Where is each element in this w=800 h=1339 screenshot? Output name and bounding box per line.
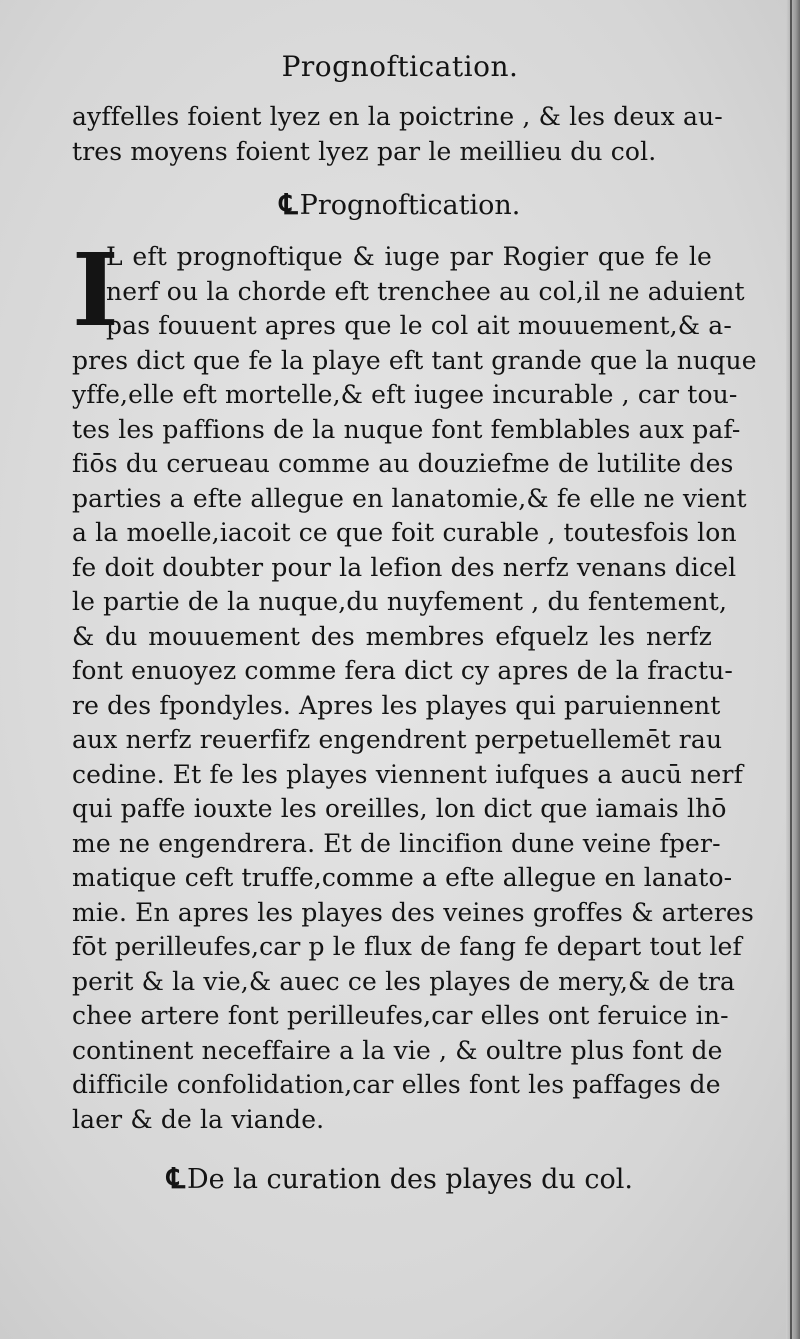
intro-paragraph <box>72 100 723 169</box>
body-paragraph <box>72 344 757 1138</box>
text-line: perit & la vie,& auec ce les playes de mery,& de tra <box>72 966 736 996</box>
text-line: tres moyens foient lyez par le meillieu du col. <box>72 136 657 166</box>
text-line: cedine. Et fe les playes viennent iufques a aucū nerf <box>72 759 743 789</box>
text-line: continent neceffaire a la vie , & oultre plus font de <box>72 1035 723 1065</box>
paragraph-mark-icon: ℄ <box>279 188 298 221</box>
text-line: ayffelles foient lyez en la poictrine , & les deux au- <box>72 102 723 131</box>
closing-heading <box>0 1162 800 1195</box>
text-line: pres dict que fe la playe eft tant grande que la nuque <box>72 345 757 375</box>
text-line: fiōs du cerueau comme au douziefme de lutilite des <box>72 449 734 478</box>
text-line: parties a efte allegue en lanatomie,& fe elle ne vient <box>72 483 747 513</box>
closing-heading-text: De la curation des playes du col. <box>186 1164 633 1195</box>
text-line: font enuoyez comme fera dict cy apres de la fractu- <box>72 656 733 685</box>
text-line: difficile confolidation,car elles font les paffages de <box>72 1070 721 1099</box>
text-line: matique ceft truffe,comme a efte allegue en lanato- <box>72 863 733 892</box>
text-line: tes les paffions de la nuque font femblables aux paf- <box>72 414 741 444</box>
text-line: mie. En apres les playes des veines groffes & arteres <box>72 897 754 927</box>
text-line: nerf ou la chorde eft trenchee au col,il ne aduient <box>106 276 745 306</box>
text-line: a la moelle,iacoit ce que foit curable , toutesfois lon <box>72 518 737 547</box>
text-line: aux nerfz reuerfifz engendrent perpetuellemēt rau <box>72 725 723 754</box>
text-line: qui paffe iouxte les oreilles, lon dict que iamais lhō <box>72 794 727 823</box>
paragraph-mark-icon: ℄ <box>167 1162 185 1195</box>
text-line: le partie de la nuque,du nuyfement , du fentement, <box>72 587 728 616</box>
text-line: me ne engendrera. Et de lincifion dune veine fper- <box>72 828 721 858</box>
text-line: re des fpondyles. Apres les playes qui paruiennent <box>72 690 721 720</box>
text-line: fōt perilleufes,car p le flux de fang fe depart tout lef <box>72 932 742 961</box>
running-head: Prognoftication. <box>281 50 519 83</box>
text-line: chee artere font perilleufes,car elles ont feruice in- <box>72 1001 729 1030</box>
section-heading <box>0 188 800 221</box>
text-line: & du mouuement des membres efquelz les nerfz <box>72 621 712 651</box>
dropcap-lines <box>106 240 745 344</box>
drop-cap: I <box>72 231 119 349</box>
text-line: laer & de la viande. <box>72 1104 325 1134</box>
text-line: L eft prognoftique & iuge par Rogier que fe le <box>106 242 712 271</box>
text-line: fe doit doubter pour la lefion des nerfz venans dicel <box>72 552 737 582</box>
text-line: yffe,elle eft mortelle,& eft iugee incurable , car tou- <box>72 380 738 409</box>
section-heading-text: Prognoftication. <box>299 190 521 221</box>
text-line: pas fouuent apres que le col ait mouuement,& a- <box>106 311 732 340</box>
